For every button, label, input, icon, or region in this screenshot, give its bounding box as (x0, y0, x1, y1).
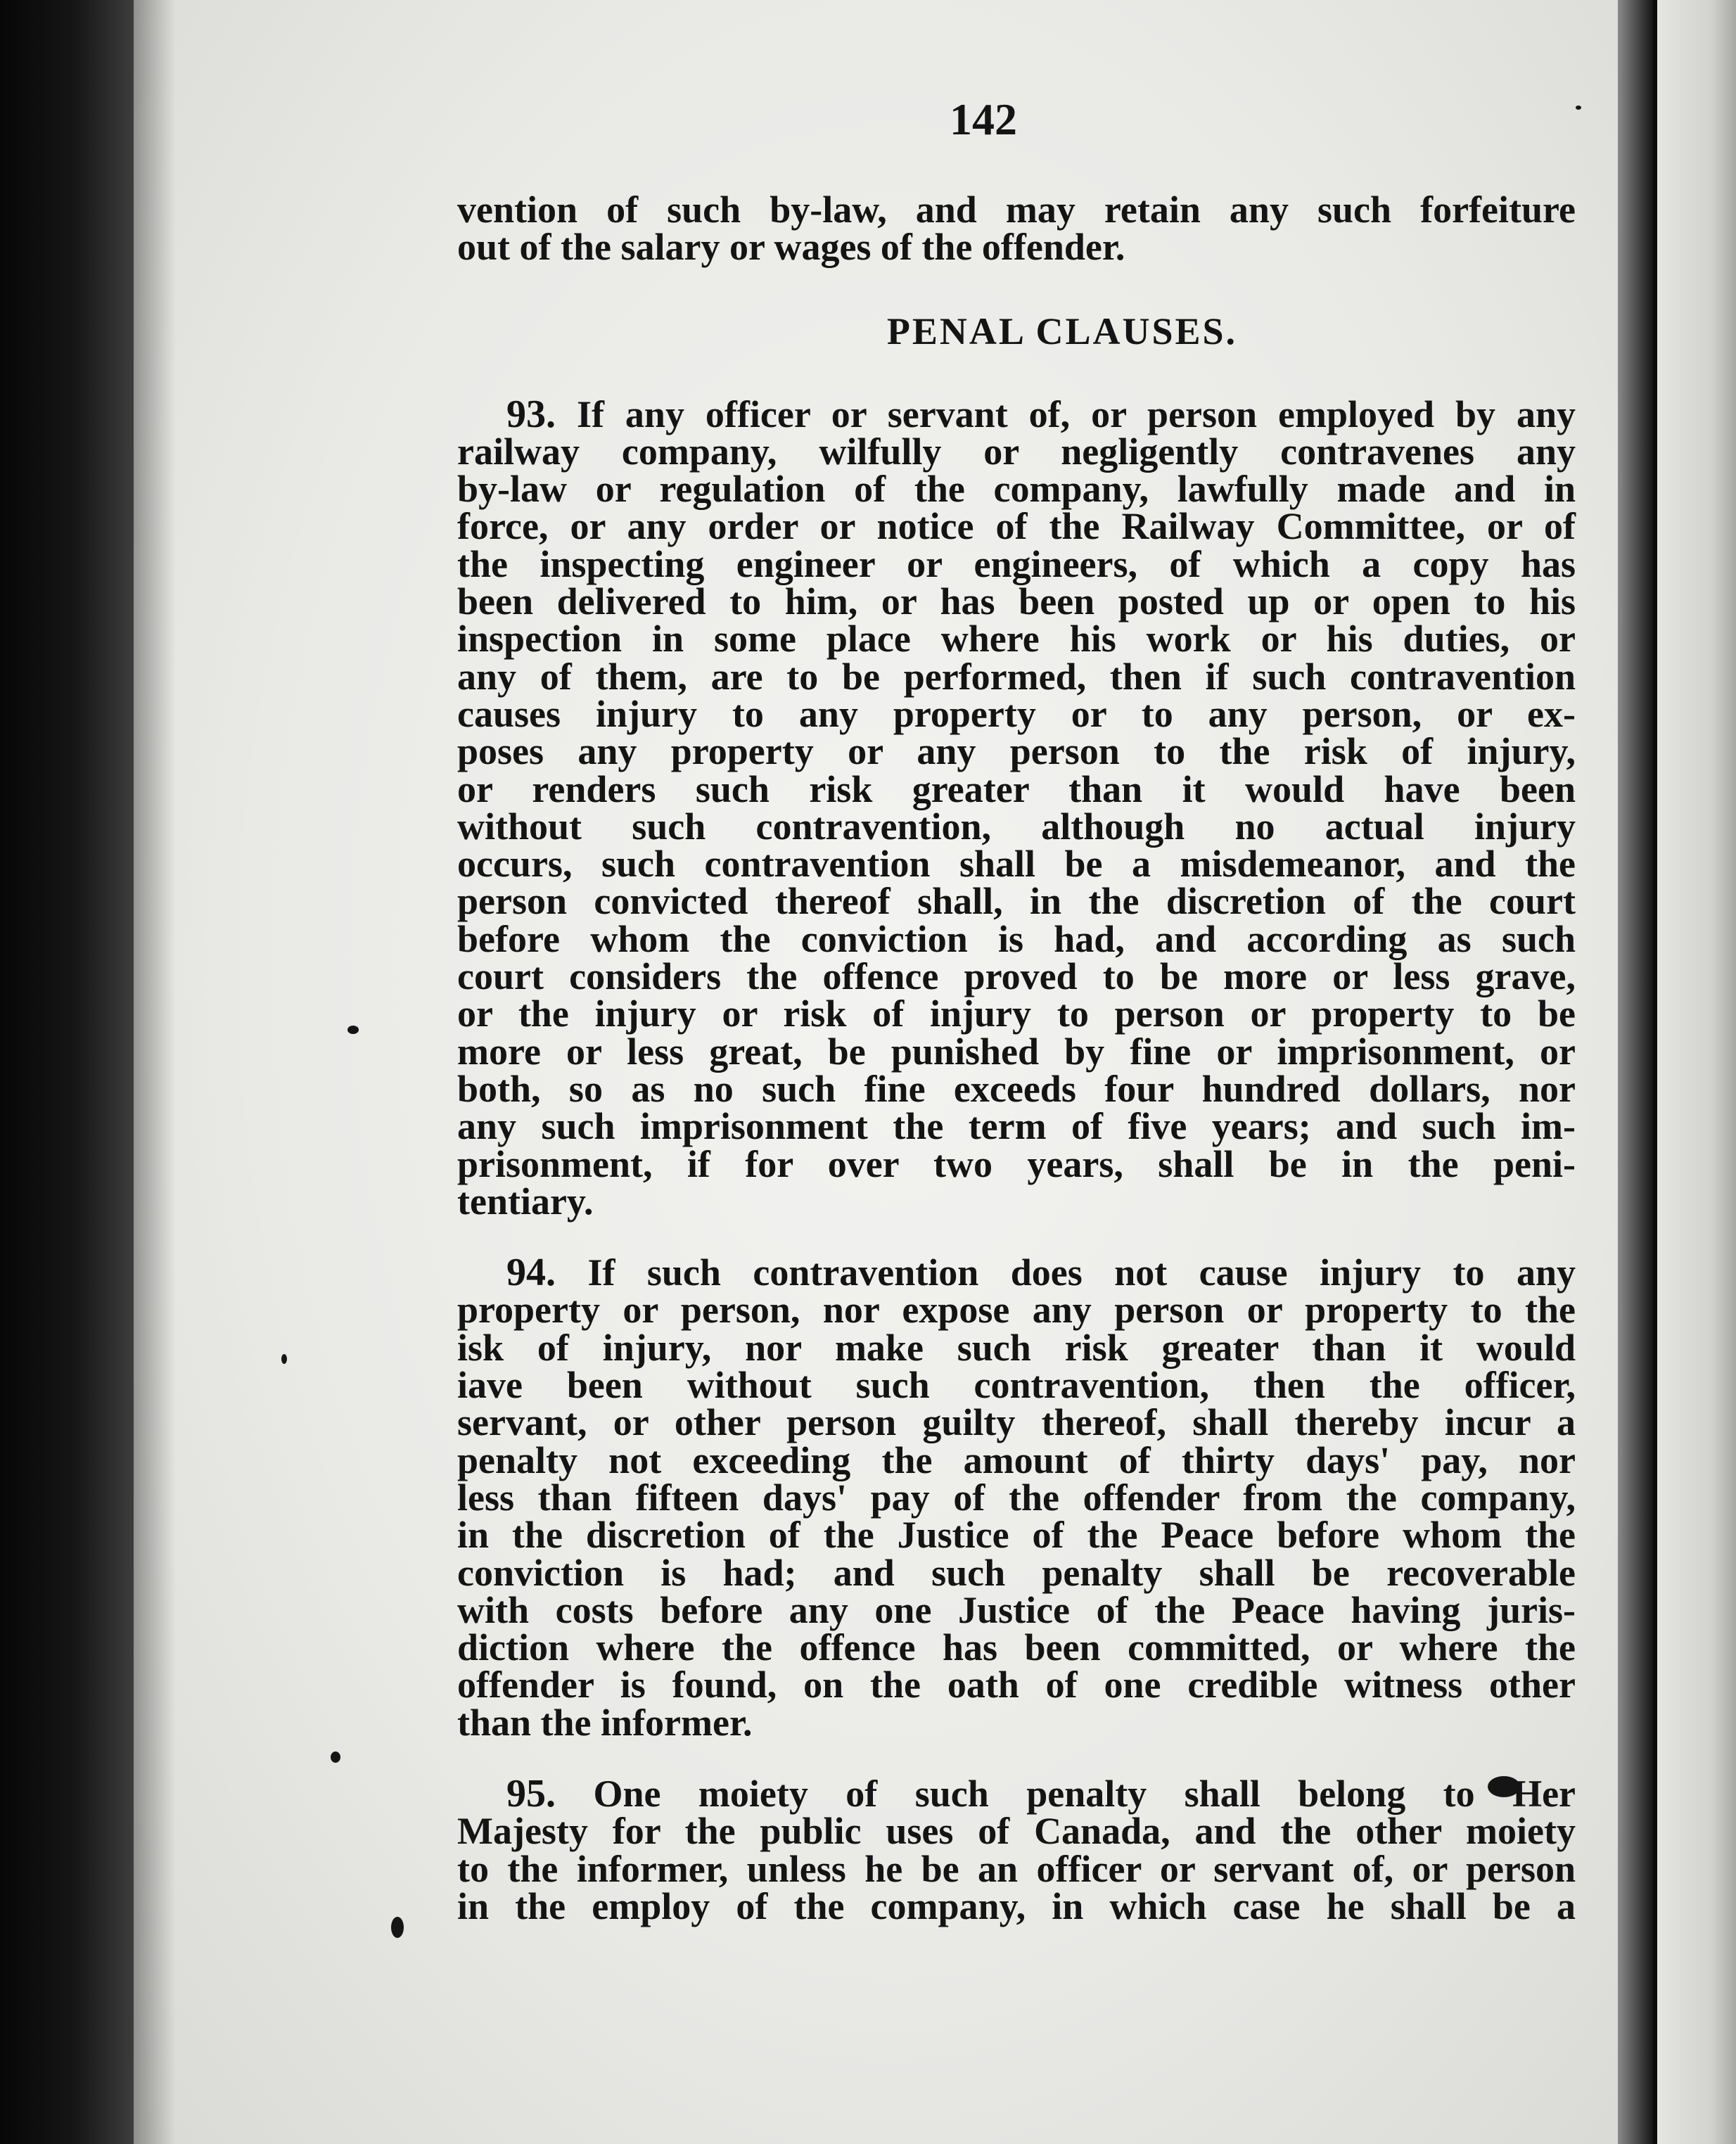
scan-speck (281, 1354, 287, 1364)
text-line: Majesty for the public uses of Canada, and the other moiety (457, 1810, 1576, 1853)
text-line: out of the salary or wages of the offender. (457, 226, 1125, 269)
text-line: with costs before any one Justice of the Peace having juris- (457, 1588, 1576, 1631)
adjacent-page-edge (1653, 0, 1736, 2144)
text-line: poses any property or any person to the risk of injury, (457, 730, 1576, 773)
scan-speck (1576, 106, 1581, 110)
text-line: prisonment, if for over two years, shall be in the peni- (457, 1142, 1576, 1185)
text-line: offender is found, on the oath of one credible witness other (457, 1664, 1576, 1706)
text-line: occurs, such contravention shall be a misdemeanor, and the (457, 843, 1576, 886)
text-line: court considers the offence proved to be more or less grave, (457, 955, 1576, 998)
text-line: property or person, nor expose any person or property to the (457, 1289, 1576, 1332)
text-line (457, 1771, 1576, 1816)
text-line: by-law or regulation of the company, lawfully made and in (457, 468, 1576, 511)
text-line: or renders such risk greater than it would have been (457, 767, 1576, 810)
section-93 (457, 392, 1576, 1223)
text-line: isk of injury, nor make such risk greater than it would (457, 1326, 1576, 1369)
section-first-line: One moiety of such penalty shall belong to Her (593, 1772, 1576, 1815)
text-line: any of them, are to be performed, then if such contravention (457, 655, 1576, 698)
scan-speck (347, 1026, 359, 1034)
scan-speck (391, 1917, 404, 1938)
text-line: in the discretion of the Justice of the Peace before whom the (457, 1514, 1576, 1557)
book-binding-edge (0, 0, 134, 2144)
text-line: both, so as no such fine exceeds four hundred dollars, nor (457, 1067, 1576, 1110)
text-line: railway company, wilfully or negligently contravenes any (457, 430, 1576, 473)
text-line: servant, or other person guilty thereof, shall thereby incur a (457, 1401, 1576, 1444)
text-line: without such contravention, although no actual injury (457, 805, 1576, 848)
section-94 (457, 1251, 1576, 1744)
text-line: more or less great, be punished by fine or imprisonment, or (457, 1030, 1576, 1073)
text-line: been delivered to him, or has been posted up or open to his (457, 580, 1576, 623)
text-line: iave been without such contravention, then the officer, (457, 1364, 1576, 1407)
text-line: person convicted thereof shall, in the discretion of the court (457, 880, 1576, 923)
page-number: 142 (950, 94, 1017, 144)
text-line: the inspecting engineer or engineers, of which a copy has (457, 542, 1576, 585)
text-line: to the informer, unless he be an officer or servant of, or person (457, 1847, 1576, 1890)
text-line: conviction is had; and such penalty shall be recoverable (457, 1551, 1576, 1594)
text-line: inspection in some place where his work or his duties, or (457, 618, 1576, 661)
section-95 (457, 1771, 1576, 1927)
page-gutter (1618, 0, 1653, 2144)
text-line: or the injury or risk of injury to person or property to be (457, 993, 1576, 1035)
section-first-line: If any officer or servant of, or person employed by any (576, 393, 1576, 435)
text-block (457, 191, 1576, 1925)
text-line: diction where the offence has been committed, or where the (457, 1626, 1576, 1669)
section-heading: PENAL CLAUSES. (886, 310, 1238, 352)
text-line: than the informer. (457, 1701, 753, 1744)
text-line: force, or any order or notice of the Railway Committee, or of (457, 505, 1576, 548)
continuation-paragraph (457, 191, 1576, 267)
text-line: vention of such by-law, and may retain any such forfeiture (457, 189, 1576, 231)
section-number: 94. (506, 1251, 556, 1295)
section-number: 95. (506, 1771, 556, 1816)
adjacent-page-border (1653, 0, 1657, 2144)
text-line: before whom the conviction is had, and according as such (457, 917, 1576, 960)
section-first-line: If such contravention does not cause injury to any (587, 1251, 1576, 1294)
text-line (457, 392, 1576, 436)
text-line: less than fifteen days' pay of the offender from the company, (457, 1476, 1576, 1519)
text-line (457, 1251, 1576, 1295)
text-line: penalty not exceeding the amount of thirty days' pay, nor (457, 1438, 1576, 1481)
binding-shadow (134, 0, 176, 2144)
scan-speck (331, 1751, 340, 1763)
text-line: causes injury to any property or to any person, or ex- (457, 692, 1576, 735)
text-line: in the employ of the company, in which case he shall be a (457, 1884, 1576, 1927)
text-line: any such imprisonment the term of five years; and such im- (457, 1105, 1576, 1148)
section-number: 93. (506, 392, 556, 436)
text-line: tentiary. (457, 1180, 594, 1223)
